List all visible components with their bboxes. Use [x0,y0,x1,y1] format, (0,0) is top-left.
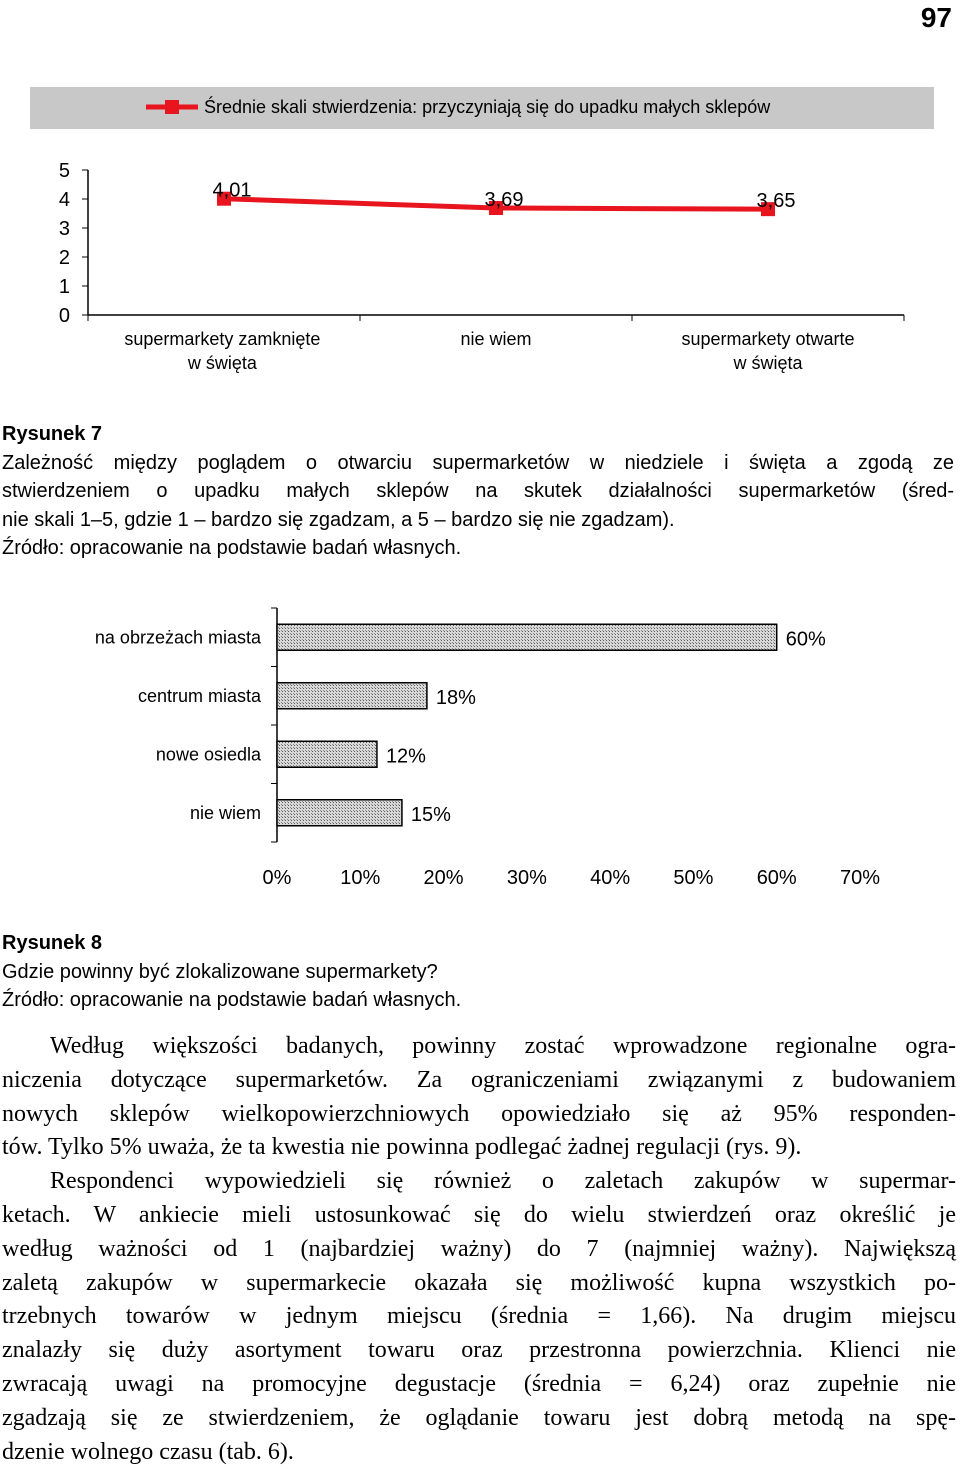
data-label: 3,65 [756,190,796,213]
data-label: 60% [785,628,826,651]
y-tick-label: 5 [58,160,70,182]
data-label: 4,01 [212,179,252,202]
caption-line: stwierdzeniem o upadku małych sklepów na skutek działalności supermarketów (śred- [2,480,954,502]
bar [277,683,427,709]
figure7-caption [2,420,954,563]
bar [277,800,402,826]
y-tick-label: 3 [58,218,70,240]
page-number: 97 [920,2,952,33]
y-tick-label: 2 [58,247,70,269]
category-label: na obrzeżach miasta [94,627,261,648]
text-line: dzenie wolnego czasu (tab. 6). [2,1438,294,1465]
text-line: według ważności od 1 (najbardziej ważny) do 7 (najmniej ważny). Największą [2,1235,956,1262]
y-tick-label: 1 [58,276,70,298]
text-line: ketach. W ankiecie mieli ustosunkować się do wielu stwierdzeń oraz określić je [2,1201,956,1228]
x-category-label: nie wiem [460,329,532,349]
figure8-caption [2,929,954,1015]
category-label: nie wiem [189,802,261,823]
chart-legend-label: Średnie skali stwierdzenia: przyczyniają się do upadku małych sklepów [204,97,771,117]
caption-line: nie skali 1–5, gdzie 1 – bardzo się zgadzam, a 5 – bardzo się nie zgadzam). [2,508,675,531]
x-tick-label: 20% [423,867,464,889]
data-label: 3,69 [484,188,524,211]
bar-chart [0,580,960,900]
body-text [2,1030,956,1469]
bar [277,624,777,650]
line-chart [0,0,960,400]
text-line: niczenia dotyczące supermarketów. Za ograniczeniami związanymi z budowaniem [2,1066,956,1093]
text-line: zwracają uwagi na promocyjne degustacje (średnia = 6,24) oraz zupełnie nie [2,1370,956,1397]
text-line: zaletą zakupów w supermarkecie okazała się możliwość kupna wszystkich po- [2,1269,956,1296]
data-label: 12% [385,745,426,768]
category-label: centrum miasta [137,685,261,706]
y-tick-label: 4 [58,189,70,211]
caption-title: Rysunek 7 [2,423,103,445]
caption-source: Źródło: opracowanie na podstawie badań własnych. [2,989,462,1011]
category-label: nowe osiedla [155,744,261,765]
text-line: trzebnych towarów w jednym miejscu (średnia = 1,66). Na drugim miejscu [2,1303,956,1330]
x-category-label: w święta [733,353,803,373]
x-tick-label: 0% [262,867,292,889]
x-tick-label: 40% [590,867,631,889]
text-line: znalazły się duży asortyment towaru oraz przestronna powierzchnia. Klienci nie [2,1337,956,1364]
x-category-label: w święta [187,353,257,373]
legend-marker-swatch [165,100,179,114]
x-tick-label: 70% [839,867,881,889]
paragraph-1 [2,1030,956,1165]
text-line: zgadzają się ze stwierdzeniem, że oglądanie towaru jest dobrą metodą na spę- [2,1404,956,1431]
x-category-label: supermarkety zamknięte [124,329,321,349]
x-tick-label: 30% [506,867,547,889]
caption-line: Gdzie powinny być zlokalizowane supermarkety? [2,960,438,983]
x-tick-label: 60% [756,867,797,889]
text-line: nowych sklepów wielkopowierzchniowych opowiedziało się aż 95% responden- [2,1100,956,1127]
x-category-label: supermarkety otwarte [681,329,855,349]
bar [277,741,377,767]
data-label: 15% [410,803,451,826]
y-tick-label: 0 [58,305,70,327]
x-tick-label: 50% [673,867,714,889]
caption-source: Źródło: opracowanie na podstawie badań własnych. [2,537,462,559]
caption-title: Rysunek 8 [2,932,103,954]
text-line: Według większości badanych, powinny zostać wprowadzone regionalne ogra- [50,1033,956,1059]
paragraph-2 [2,1165,956,1469]
x-tick-label: 10% [340,867,381,889]
data-label: 18% [435,686,476,709]
caption-line: Zależność między poglądem o otwarciu supermarketów w niedziele i święta a zgodą ze [2,451,954,474]
text-line: Respondenci wypowiedzieli się również o zaletach zakupów w supermar- [50,1168,956,1195]
text-line: tów. Tylko 5% uważa, że ta kwestia nie powinna podlegać żadnej regulacji (rys. 9). [2,1134,802,1161]
